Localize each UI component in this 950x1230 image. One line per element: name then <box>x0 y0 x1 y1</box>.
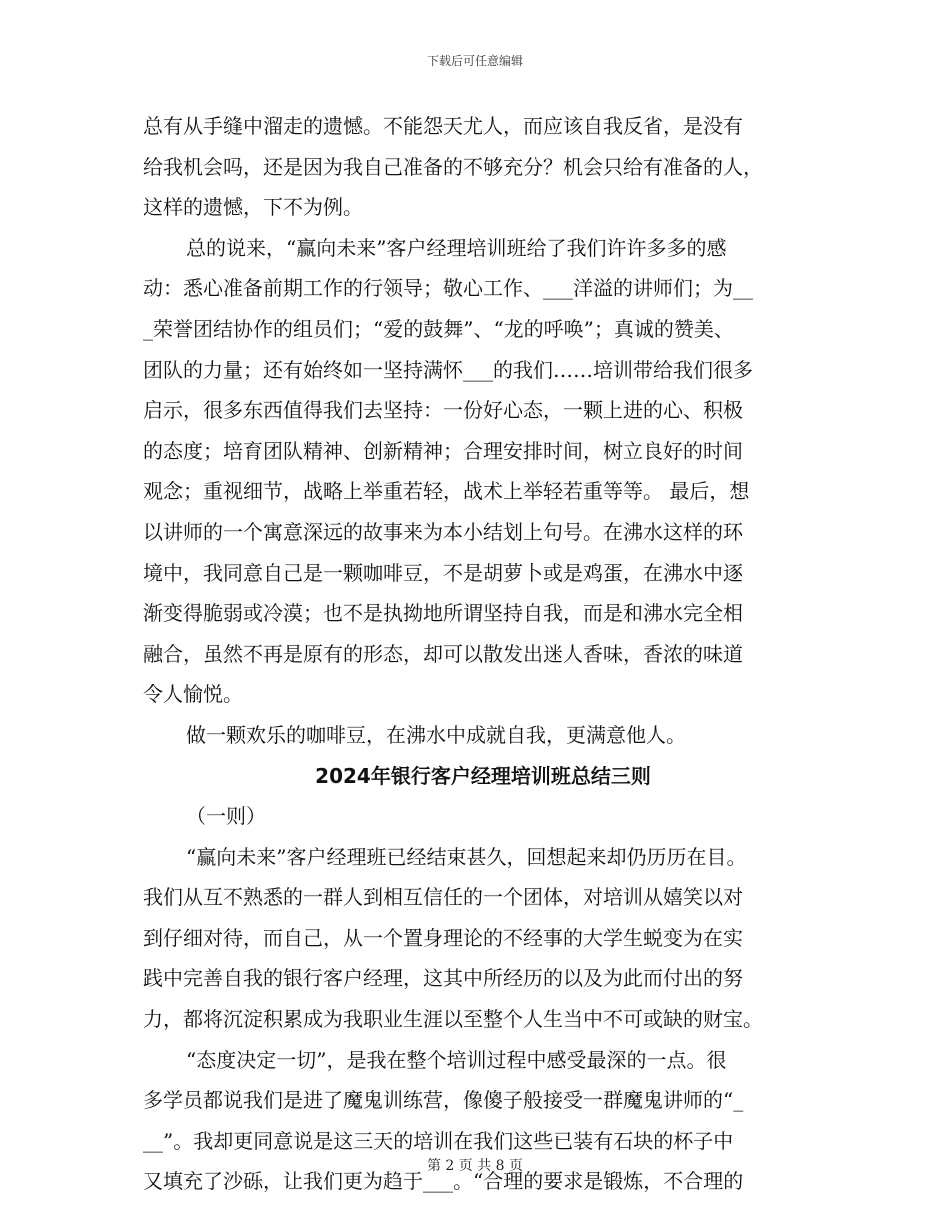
paragraph-1 <box>143 106 823 228</box>
section-title: 2024年银行客户经理培训班总结三则 <box>315 763 651 788</box>
page-header: 下载后可任意编辑 <box>426 54 523 68</box>
text-line: __”。我却更同意说是这三天的培训在我们这些已装有石块的杯子中 <box>143 1128 734 1153</box>
section-label: （一则） <box>186 804 266 829</box>
text-line: “赢向未来”客户经理班已经结束甚久，回想起来却仍历历在目。 <box>186 844 747 869</box>
paragraph-4 <box>143 837 823 1040</box>
page-footer: 第 2 页 共 8 页 <box>426 1158 524 1174</box>
document-body <box>143 106 823 1202</box>
text-line: 总的说来，“赢向未来”客户经理培训班给了我们许许多多的感 <box>186 235 727 260</box>
text-line: 我们从互不熟悉的一群人到相互信任的一个团体，对培训从嬉笑以对 <box>143 885 743 910</box>
text-line: 渐变得脆弱或冷漠；也不是执拗地所谓坚持自我，而是和沸水完全相 <box>143 601 743 626</box>
text-line: 多学员都说我们是进了魔鬼训练营，像傻子般接受一群魔鬼讲师的“_ <box>143 1088 744 1113</box>
text-line: 动：悉心准备前期工作的行领导；敬心工作、___洋溢的讲师们；为__ <box>143 276 753 301</box>
text-line: 团队的力量；还有始终如一坚持满怀___的我们……培训带给我们很多 <box>143 357 753 382</box>
text-line: 力，都将沉淀积累成为我职业生涯以至整个人生当中不可或缺的财宝。 <box>143 1007 763 1032</box>
text-line: 以讲师的一个寓意深远的故事来为本小结划上句号。在沸水这样的环 <box>143 519 743 544</box>
paragraph-2 <box>143 228 823 715</box>
text-line: 融合，虽然不再是原有的形态，却可以散发出迷人香味，香浓的味道 <box>143 641 743 666</box>
text-line: 践中完善自我的银行客户经理，这其中所经历的以及为此而付出的努 <box>143 966 743 991</box>
text-line: 做一颗欢乐的咖啡豆，在沸水中成就自我，更满意他人。 <box>186 722 686 747</box>
text-line: 总有从手缝中溜走的遗憾。不能怨天尤人，而应该自我反省，是没有 <box>143 114 743 138</box>
text-line: 观念；重视细节，战略上举重若轻，战术上举轻若重等等。 最后，想 <box>143 479 750 504</box>
text-line: _荣誉团结协作的组员们；“爱的鼓舞”、“龙的呼唤”；真诚的赞美、 <box>143 316 734 341</box>
text-line: “态度决定一切”，是我在整个培训过程中感受最深的一点。很 <box>186 1047 727 1072</box>
paragraph-5 <box>143 1040 823 1202</box>
text-line: 的态度；培育团队精神、创新精神；合理安排时间，树立良好的时间 <box>143 438 743 463</box>
text-line: 境中，我同意自己是一颗咖啡豆，不是胡萝卜或是鸡蛋，在沸水中逐 <box>143 560 743 585</box>
text-line: 令人愉悦。 <box>143 682 243 707</box>
text-line: 这样的遗憾，下不为例。 <box>143 195 363 220</box>
text-line: 启示，很多东西值得我们去坚持：一份好心态，一颗上进的心、积极 <box>143 398 743 423</box>
text-line: 到仔细对待，而自己，从一个置身理论的不经事的大学生蜕变为在实 <box>143 925 743 950</box>
paragraph-3 <box>143 715 823 756</box>
text-line: 又填充了沙砾，让我们更为趋于___。“合理的要求是锻炼，不合理的 <box>143 1169 744 1194</box>
text-line: 给我机会吗，还是因为我自己准备的不够充分？机会只给有准备的人， <box>143 154 763 179</box>
